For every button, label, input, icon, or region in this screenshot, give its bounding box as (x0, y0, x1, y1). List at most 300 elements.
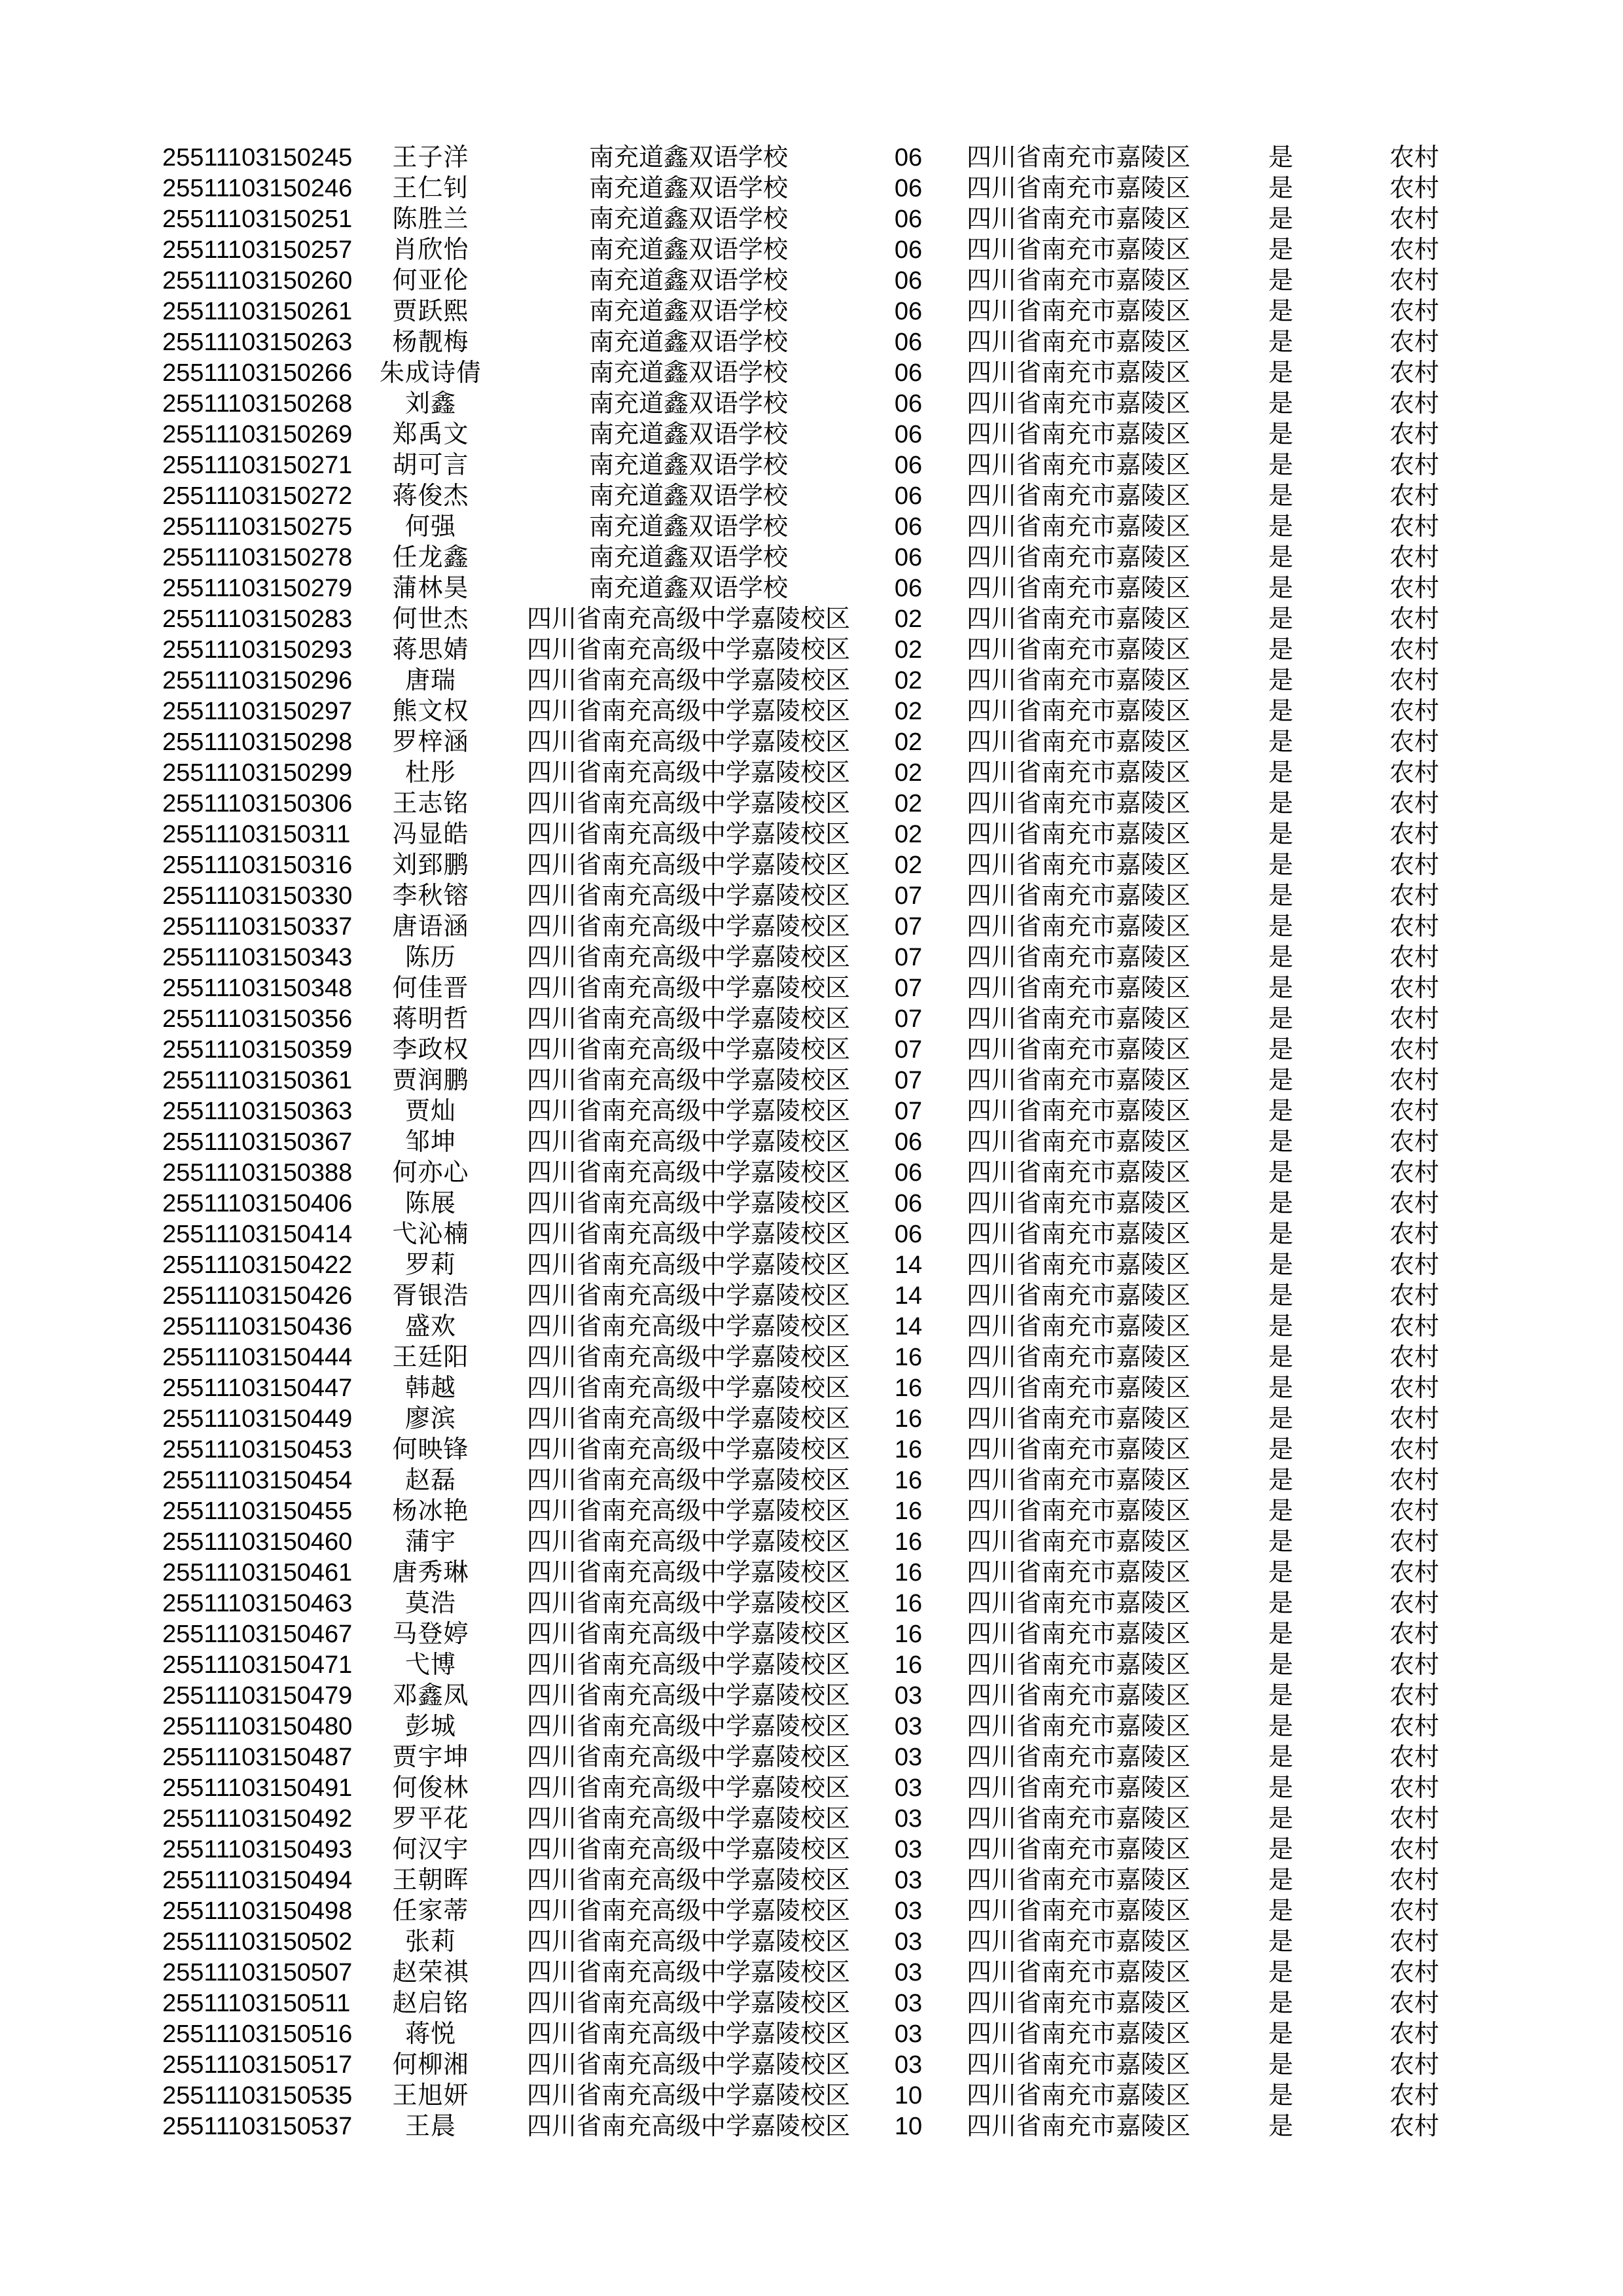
student-name-cell: 肖欣怡 (392, 236, 469, 264)
student-name-cell: 王仁钊 (392, 175, 469, 202)
class-number-cell: 02 (894, 852, 923, 879)
residence-type-cell: 农村 (1389, 1190, 1439, 1217)
exam-number-cell: 25511103150487 (162, 1744, 353, 1771)
confirm-flag-cell: 是 (1268, 2020, 1293, 2048)
residence-type-cell: 农村 (1389, 2020, 1439, 2048)
school-name-cell: 南充道鑫双语学校 (588, 236, 788, 264)
student-name-cell: 刘郅鹏 (392, 852, 469, 879)
table-row (0, 850, 1623, 881)
school-name-cell: 南充道鑫双语学校 (588, 329, 788, 356)
residence-type-cell: 农村 (1389, 759, 1439, 787)
confirm-flag-cell: 是 (1268, 544, 1293, 571)
residence-type-cell: 农村 (1389, 421, 1439, 448)
table-row (0, 512, 1623, 543)
class-number-cell: 16 (894, 1559, 923, 1587)
region-cell: 四川省南充市嘉陵区 (966, 1928, 1190, 1956)
school-name-cell: 四川省南充高级中学嘉陵校区 (526, 1067, 850, 1094)
table-row (0, 2081, 1623, 2111)
residence-type-cell: 农村 (1389, 1651, 1439, 1679)
region-cell: 四川省南充市嘉陵区 (966, 2051, 1190, 2079)
confirm-flag-cell: 是 (1268, 1651, 1293, 1679)
residence-type-cell: 农村 (1389, 852, 1439, 879)
student-name-cell: 弋沁楠 (392, 1221, 469, 1248)
student-name-cell: 李秋镕 (392, 882, 469, 910)
student-name-cell: 何映锋 (392, 1436, 469, 1463)
residence-type-cell: 农村 (1389, 1405, 1439, 1433)
confirm-flag-cell: 是 (1268, 790, 1293, 817)
confirm-flag-cell: 是 (1268, 882, 1293, 910)
region-cell: 四川省南充市嘉陵区 (966, 852, 1190, 879)
class-number-cell: 06 (894, 329, 923, 356)
student-name-cell: 陈展 (404, 1190, 456, 1217)
student-name-cell: 彭城 (404, 1713, 456, 1740)
school-name-cell: 四川省南充高级中学嘉陵校区 (526, 1897, 850, 1925)
class-number-cell: 02 (894, 698, 923, 725)
student-name-cell: 罗梓涵 (392, 728, 469, 756)
confirm-flag-cell: 是 (1268, 1621, 1293, 1648)
table-row (0, 573, 1623, 604)
region-cell: 四川省南充市嘉陵区 (966, 2113, 1190, 2140)
table-row (0, 1496, 1623, 1527)
region-cell: 四川省南充市嘉陵区 (966, 1744, 1190, 1771)
school-name-cell: 南充道鑫双语学校 (588, 206, 788, 233)
class-number-cell: 06 (894, 513, 923, 541)
residence-type-cell: 农村 (1389, 2113, 1439, 2140)
student-name-cell: 弋博 (404, 1651, 456, 1679)
region-cell: 四川省南充市嘉陵区 (966, 882, 1190, 910)
exam-number-cell: 25511103150517 (162, 2051, 353, 2079)
table-row (0, 666, 1623, 696)
table-row (0, 1835, 1623, 1865)
residence-type-cell: 农村 (1389, 1128, 1439, 1156)
class-number-cell: 02 (894, 728, 923, 756)
school-name-cell: 四川省南充高级中学嘉陵校区 (526, 698, 850, 725)
residence-type-cell: 农村 (1389, 1744, 1439, 1771)
confirm-flag-cell: 是 (1268, 2113, 1293, 2140)
exam-number-cell: 25511103150444 (162, 1344, 353, 1371)
exam-number-cell: 25511103150449 (162, 1405, 353, 1433)
residence-type-cell: 农村 (1389, 1098, 1439, 1125)
class-number-cell: 16 (894, 1651, 923, 1679)
school-name-cell: 四川省南充高级中学嘉陵校区 (526, 1559, 850, 1587)
student-name-cell: 朱成诗倩 (379, 359, 482, 387)
table-row (0, 1773, 1623, 1804)
school-name-cell: 四川省南充高级中学嘉陵校区 (526, 636, 850, 664)
school-name-cell: 南充道鑫双语学校 (588, 390, 788, 418)
school-name-cell: 四川省南充高级中学嘉陵校区 (526, 1774, 850, 1802)
confirm-flag-cell: 是 (1268, 1005, 1293, 1033)
student-name-cell: 韩越 (404, 1374, 456, 1402)
student-name-cell: 刘鑫 (404, 390, 456, 418)
residence-type-cell: 农村 (1389, 575, 1439, 602)
table-row (0, 1096, 1623, 1127)
region-cell: 四川省南充市嘉陵区 (966, 1774, 1190, 1802)
class-number-cell: 03 (894, 2051, 923, 2079)
school-name-cell: 四川省南充高级中学嘉陵校区 (526, 667, 850, 694)
exam-number-cell: 25511103150245 (162, 144, 353, 171)
region-cell: 四川省南充市嘉陵区 (966, 575, 1190, 602)
table-row (0, 1988, 1623, 2019)
confirm-flag-cell: 是 (1268, 605, 1293, 633)
class-number-cell: 10 (894, 2113, 923, 2140)
table-row (0, 204, 1623, 235)
class-number-cell: 14 (894, 1282, 923, 1310)
table-row (0, 450, 1623, 481)
table-row (0, 420, 1623, 450)
region-cell: 四川省南充市嘉陵区 (966, 1128, 1190, 1156)
exam-number-cell: 25511103150306 (162, 790, 353, 817)
class-number-cell: 02 (894, 605, 923, 633)
class-number-cell: 06 (894, 1190, 923, 1217)
residence-type-cell: 农村 (1389, 1313, 1439, 1340)
school-name-cell: 四川省南充高级中学嘉陵校区 (526, 2113, 850, 2140)
student-name-cell: 贾灿 (404, 1098, 456, 1125)
region-cell: 四川省南充市嘉陵区 (966, 1897, 1190, 1925)
region-cell: 四川省南充市嘉陵区 (966, 359, 1190, 387)
school-name-cell: 南充道鑫双语学校 (588, 144, 788, 171)
school-name-cell: 四川省南充高级中学嘉陵校区 (526, 1467, 850, 1494)
confirm-flag-cell: 是 (1268, 1528, 1293, 1556)
table-row (0, 1465, 1623, 1496)
class-number-cell: 10 (894, 2082, 923, 2109)
table-row (0, 819, 1623, 850)
class-number-cell: 03 (894, 1836, 923, 1863)
class-number-cell: 06 (894, 175, 923, 202)
exam-number-cell: 25511103150343 (162, 944, 353, 971)
confirm-flag-cell: 是 (1268, 1682, 1293, 1710)
region-cell: 四川省南充市嘉陵区 (966, 1374, 1190, 1402)
region-cell: 四川省南充市嘉陵区 (966, 1682, 1190, 1710)
exam-number-cell: 25511103150455 (162, 1498, 353, 1525)
confirm-flag-cell: 是 (1268, 359, 1293, 387)
student-name-cell: 何亦心 (392, 1159, 469, 1187)
school-name-cell: 四川省南充高级中学嘉陵校区 (526, 1374, 850, 1402)
region-cell: 四川省南充市嘉陵区 (966, 1036, 1190, 1064)
confirm-flag-cell: 是 (1268, 575, 1293, 602)
exam-number-cell: 25511103150279 (162, 575, 353, 602)
confirm-flag-cell: 是 (1268, 759, 1293, 787)
exam-number-cell: 25511103150275 (162, 513, 353, 541)
region-cell: 四川省南充市嘉陵区 (966, 1713, 1190, 1740)
region-cell: 四川省南充市嘉陵区 (966, 1559, 1190, 1587)
table-row (0, 696, 1623, 727)
table-row (0, 1681, 1623, 1712)
table-row (0, 1865, 1623, 1896)
confirm-flag-cell: 是 (1268, 1190, 1293, 1217)
confirm-flag-cell: 是 (1268, 1713, 1293, 1740)
exam-number-cell: 25511103150367 (162, 1128, 353, 1156)
school-name-cell: 四川省南充高级中学嘉陵校区 (526, 728, 850, 756)
table-row (0, 1373, 1623, 1404)
residence-type-cell: 农村 (1389, 144, 1439, 171)
school-name-cell: 南充道鑫双语学校 (588, 267, 788, 295)
class-number-cell: 16 (894, 1621, 923, 1648)
confirm-flag-cell: 是 (1268, 1313, 1293, 1340)
class-number-cell: 03 (894, 2020, 923, 2048)
school-name-cell: 四川省南充高级中学嘉陵校区 (526, 2051, 850, 2079)
school-name-cell: 南充道鑫双语学校 (588, 298, 788, 325)
region-cell: 四川省南充市嘉陵区 (966, 667, 1190, 694)
student-name-cell: 王志铭 (392, 790, 469, 817)
confirm-flag-cell: 是 (1268, 975, 1293, 1002)
residence-type-cell: 农村 (1389, 1251, 1439, 1279)
confirm-flag-cell: 是 (1268, 2082, 1293, 2109)
student-name-cell: 蒲林昊 (392, 575, 469, 602)
table-row (0, 1588, 1623, 1619)
student-name-cell: 何亚伦 (392, 267, 469, 295)
school-name-cell: 四川省南充高级中学嘉陵校区 (526, 790, 850, 817)
region-cell: 四川省南充市嘉陵区 (966, 175, 1190, 202)
residence-type-cell: 农村 (1389, 1067, 1439, 1094)
region-cell: 四川省南充市嘉陵区 (966, 636, 1190, 664)
table-row (0, 327, 1623, 358)
residence-type-cell: 农村 (1389, 544, 1439, 571)
class-number-cell: 06 (894, 421, 923, 448)
class-number-cell: 06 (894, 544, 923, 571)
school-name-cell: 四川省南充高级中学嘉陵校区 (526, 1590, 850, 1617)
table-row (0, 2019, 1623, 2050)
confirm-flag-cell: 是 (1268, 1559, 1293, 1587)
school-name-cell: 四川省南充高级中学嘉陵校区 (526, 1159, 850, 1187)
region-cell: 四川省南充市嘉陵区 (966, 544, 1190, 571)
class-number-cell: 06 (894, 298, 923, 325)
exam-number-cell: 25511103150471 (162, 1651, 353, 1679)
school-name-cell: 南充道鑫双语学校 (588, 421, 788, 448)
class-number-cell: 07 (894, 1067, 923, 1094)
table-row (0, 1035, 1623, 1066)
exam-number-cell: 25511103150467 (162, 1621, 353, 1648)
table-row (0, 1619, 1623, 1650)
class-number-cell: 07 (894, 975, 923, 1002)
confirm-flag-cell: 是 (1268, 1067, 1293, 1094)
confirm-flag-cell: 是 (1268, 452, 1293, 479)
confirm-flag-cell: 是 (1268, 1036, 1293, 1064)
confirm-flag-cell: 是 (1268, 1590, 1293, 1617)
student-name-cell: 罗平花 (392, 1805, 469, 1833)
exam-number-cell: 25511103150263 (162, 329, 353, 356)
exam-number-cell: 25511103150363 (162, 1098, 353, 1125)
region-cell: 四川省南充市嘉陵区 (966, 1867, 1190, 1894)
class-number-cell: 07 (894, 913, 923, 941)
school-name-cell: 四川省南充高级中学嘉陵校区 (526, 821, 850, 848)
table-row (0, 173, 1623, 204)
exam-number-cell: 25511103150388 (162, 1159, 353, 1187)
confirm-flag-cell: 是 (1268, 175, 1293, 202)
table-row (0, 1927, 1623, 1958)
class-number-cell: 02 (894, 636, 923, 664)
exam-number-cell: 25511103150453 (162, 1436, 353, 1463)
table-row (0, 266, 1623, 296)
class-number-cell: 16 (894, 1498, 923, 1525)
school-name-cell: 南充道鑫双语学校 (588, 482, 788, 510)
class-number-cell: 06 (894, 359, 923, 387)
exam-number-cell: 25511103150356 (162, 1005, 353, 1033)
student-name-cell: 唐瑞 (404, 667, 456, 694)
region-cell: 四川省南充市嘉陵区 (966, 790, 1190, 817)
table-row (0, 1189, 1623, 1219)
school-name-cell: 南充道鑫双语学校 (588, 175, 788, 202)
student-name-cell: 蒋悦 (404, 2020, 456, 2048)
class-number-cell: 06 (894, 390, 923, 418)
residence-type-cell: 农村 (1389, 1713, 1439, 1740)
confirm-flag-cell: 是 (1268, 1374, 1293, 1402)
residence-type-cell: 农村 (1389, 1036, 1439, 1064)
class-number-cell: 06 (894, 1221, 923, 1248)
school-name-cell: 四川省南充高级中学嘉陵校区 (526, 1190, 850, 1217)
student-name-cell: 郑禹文 (392, 421, 469, 448)
class-number-cell: 07 (894, 1005, 923, 1033)
confirm-flag-cell: 是 (1268, 1928, 1293, 1956)
student-name-cell: 王朝晖 (392, 1867, 469, 1894)
confirm-flag-cell: 是 (1268, 913, 1293, 941)
student-name-cell: 贾润鹏 (392, 1067, 469, 1094)
residence-type-cell: 农村 (1389, 359, 1439, 387)
exam-number-cell: 25511103150296 (162, 667, 353, 694)
school-name-cell: 四川省南充高级中学嘉陵校区 (526, 2020, 850, 2048)
table-row (0, 1742, 1623, 1773)
region-cell: 四川省南充市嘉陵区 (966, 1005, 1190, 1033)
class-number-cell: 06 (894, 144, 923, 171)
table-row (0, 1558, 1623, 1588)
school-name-cell: 四川省南充高级中学嘉陵校区 (526, 1251, 850, 1279)
table-row (0, 1896, 1623, 1927)
student-name-cell: 陈胜兰 (392, 206, 469, 233)
confirm-flag-cell: 是 (1268, 944, 1293, 971)
class-number-cell: 07 (894, 944, 923, 971)
confirm-flag-cell: 是 (1268, 298, 1293, 325)
exam-number-cell: 25511103150283 (162, 605, 353, 633)
student-name-cell: 邓鑫凤 (392, 1682, 469, 1710)
school-name-cell: 四川省南充高级中学嘉陵校区 (526, 1313, 850, 1340)
table-row (0, 1435, 1623, 1465)
confirm-flag-cell: 是 (1268, 206, 1293, 233)
confirm-flag-cell: 是 (1268, 698, 1293, 725)
exam-number-cell: 25511103150272 (162, 482, 353, 510)
student-name-cell: 熊文权 (392, 698, 469, 725)
exam-number-cell: 25511103150293 (162, 636, 353, 664)
class-number-cell: 03 (894, 1774, 923, 1802)
school-name-cell: 四川省南充高级中学嘉陵校区 (526, 1098, 850, 1125)
exam-number-cell: 25511103150494 (162, 1867, 353, 1894)
school-name-cell: 四川省南充高级中学嘉陵校区 (526, 1221, 850, 1248)
residence-type-cell: 农村 (1389, 1774, 1439, 1802)
region-cell: 四川省南充市嘉陵区 (966, 728, 1190, 756)
table-row (0, 1342, 1623, 1373)
school-name-cell: 南充道鑫双语学校 (588, 575, 788, 602)
region-cell: 四川省南充市嘉陵区 (966, 390, 1190, 418)
confirm-flag-cell: 是 (1268, 1344, 1293, 1371)
region-cell: 四川省南充市嘉陵区 (966, 1651, 1190, 1679)
table-row (0, 389, 1623, 420)
confirm-flag-cell: 是 (1268, 1897, 1293, 1925)
school-name-cell: 四川省南充高级中学嘉陵校区 (526, 852, 850, 879)
region-cell: 四川省南充市嘉陵区 (966, 236, 1190, 264)
confirm-flag-cell: 是 (1268, 2051, 1293, 2079)
school-name-cell: 南充道鑫双语学校 (588, 544, 788, 571)
residence-type-cell: 农村 (1389, 329, 1439, 356)
exam-number-cell: 25511103150460 (162, 1528, 353, 1556)
school-name-cell: 四川省南充高级中学嘉陵校区 (526, 1436, 850, 1463)
table-row (0, 358, 1623, 389)
exam-number-cell: 25511103150297 (162, 698, 353, 725)
exam-number-cell: 25511103150266 (162, 359, 353, 387)
class-number-cell: 06 (894, 575, 923, 602)
residence-type-cell: 农村 (1389, 175, 1439, 202)
student-name-cell: 王晨 (404, 2113, 456, 2140)
region-cell: 四川省南充市嘉陵区 (966, 1436, 1190, 1463)
school-name-cell: 四川省南充高级中学嘉陵校区 (526, 1682, 850, 1710)
residence-type-cell: 农村 (1389, 636, 1439, 664)
residence-type-cell: 农村 (1389, 513, 1439, 541)
region-cell: 四川省南充市嘉陵区 (966, 513, 1190, 541)
confirm-flag-cell: 是 (1268, 1128, 1293, 1156)
residence-type-cell: 农村 (1389, 482, 1439, 510)
confirm-flag-cell: 是 (1268, 1159, 1293, 1187)
school-name-cell: 四川省南充高级中学嘉陵校区 (526, 1651, 850, 1679)
confirm-flag-cell: 是 (1268, 852, 1293, 879)
residence-type-cell: 农村 (1389, 1282, 1439, 1310)
table-row (0, 1004, 1623, 1035)
region-cell: 四川省南充市嘉陵区 (966, 944, 1190, 971)
residence-type-cell: 农村 (1389, 1590, 1439, 1617)
exam-number-cell: 25511103150461 (162, 1559, 353, 1587)
school-name-cell: 四川省南充高级中学嘉陵校区 (526, 1867, 850, 1894)
class-number-cell: 03 (894, 1990, 923, 2017)
table-row (0, 1804, 1623, 1835)
table-row (0, 912, 1623, 942)
student-name-cell: 杜彤 (404, 759, 456, 787)
confirm-flag-cell: 是 (1268, 1774, 1293, 1802)
exam-number-cell: 25511103150491 (162, 1774, 353, 1802)
confirm-flag-cell: 是 (1268, 390, 1293, 418)
class-number-cell: 03 (894, 1713, 923, 1740)
table-row (0, 2111, 1623, 2142)
confirm-flag-cell: 是 (1268, 1405, 1293, 1433)
student-name-cell: 杨靓梅 (392, 329, 469, 356)
residence-type-cell: 农村 (1389, 790, 1439, 817)
residence-type-cell: 农村 (1389, 2051, 1439, 2079)
student-name-cell: 何柳湘 (392, 2051, 469, 2079)
exam-number-cell: 25511103150493 (162, 1836, 353, 1863)
student-name-cell: 贾跃熙 (392, 298, 469, 325)
confirm-flag-cell: 是 (1268, 1836, 1293, 1863)
residence-type-cell: 农村 (1389, 2082, 1439, 2109)
region-cell: 四川省南充市嘉陵区 (966, 1467, 1190, 1494)
student-name-cell: 任家蒂 (392, 1897, 469, 1925)
school-name-cell: 四川省南充高级中学嘉陵校区 (526, 2082, 850, 2109)
table-row (0, 1281, 1623, 1312)
student-name-cell: 莫浩 (404, 1590, 456, 1617)
region-cell: 四川省南充市嘉陵区 (966, 329, 1190, 356)
exam-number-cell: 25511103150406 (162, 1190, 353, 1217)
table-row (0, 481, 1623, 512)
residence-type-cell: 农村 (1389, 821, 1439, 848)
region-cell: 四川省南充市嘉陵区 (966, 267, 1190, 295)
student-name-cell: 任龙鑫 (392, 544, 469, 571)
class-number-cell: 14 (894, 1313, 923, 1340)
class-number-cell: 07 (894, 1036, 923, 1064)
table-row (0, 296, 1623, 327)
residence-type-cell: 农村 (1389, 390, 1439, 418)
exam-number-cell: 25511103150507 (162, 1959, 353, 1986)
region-cell: 四川省南充市嘉陵区 (966, 1313, 1190, 1340)
residence-type-cell: 农村 (1389, 1805, 1439, 1833)
student-name-cell: 何汉宇 (392, 1836, 469, 1863)
school-name-cell: 四川省南充高级中学嘉陵校区 (526, 1344, 850, 1371)
residence-type-cell: 农村 (1389, 1990, 1439, 2017)
table-row (0, 973, 1623, 1004)
exam-number-cell: 25511103150269 (162, 421, 353, 448)
